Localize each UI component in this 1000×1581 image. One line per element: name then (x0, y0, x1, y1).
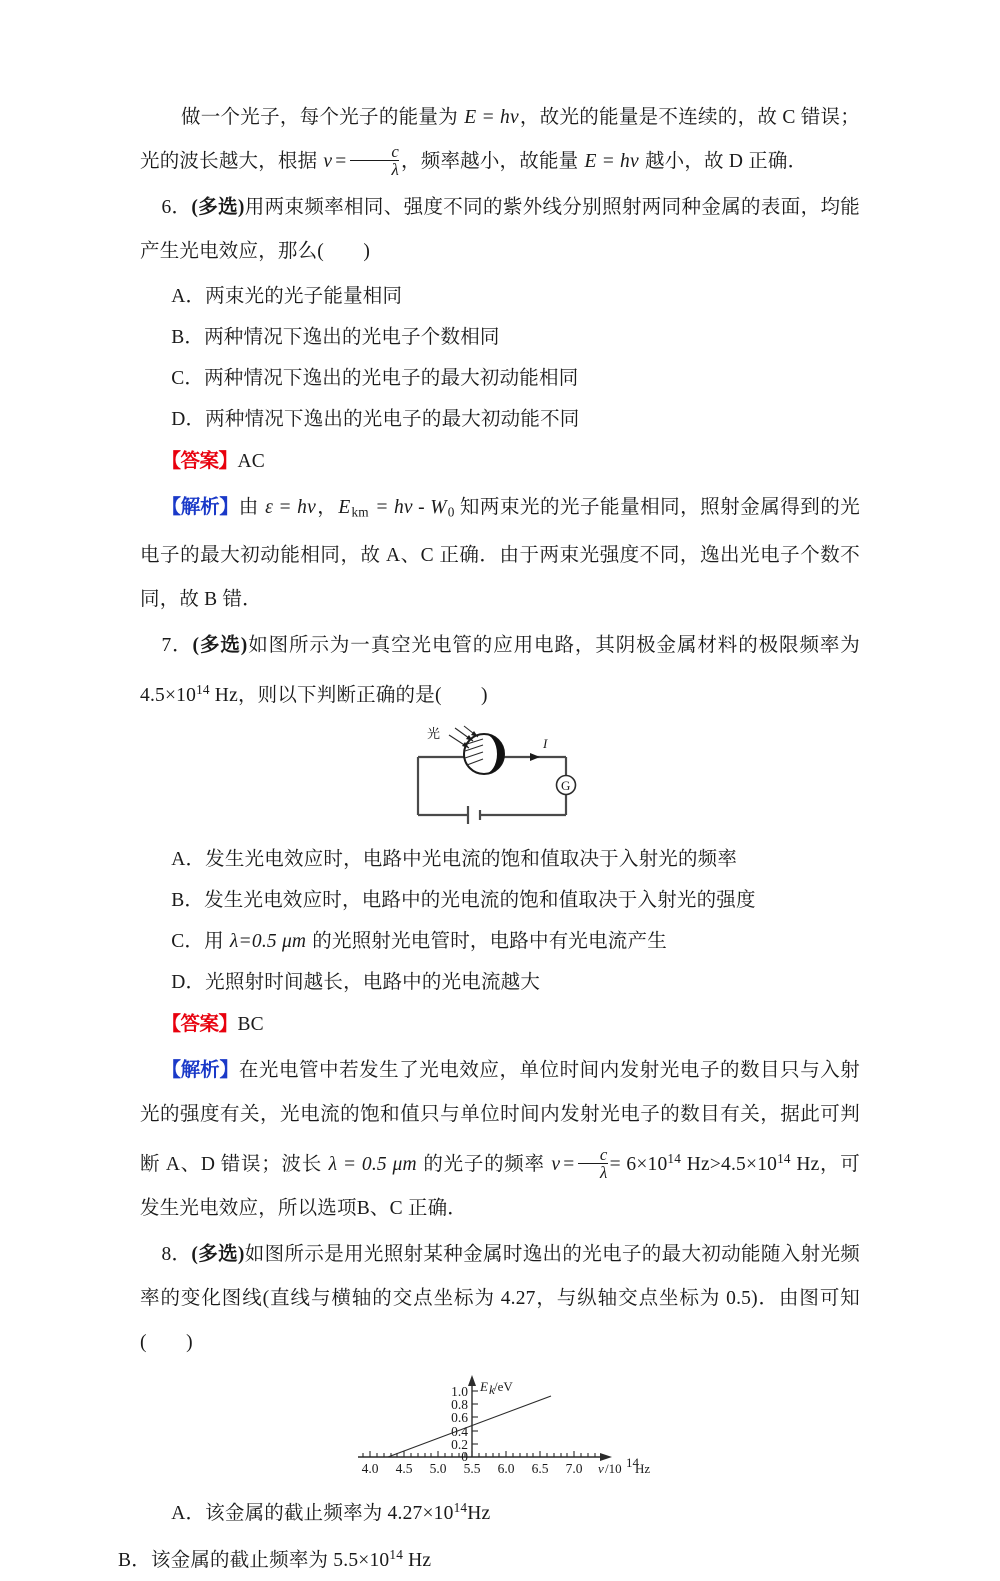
question7-option-c-letter: C． (171, 931, 205, 953)
question7-solution-line2-b: 的光子的频率 (417, 1154, 551, 1176)
question8-option-a-text-pre: 该金属的截止频率为 4.27×10 (205, 1502, 454, 1524)
graph-y-tick-4: 0.2 (451, 1437, 468, 1453)
question6-solution-post: 知两束光的光子能量相同，照射金属得到的光电子的最大初动能相同，故 A、C 正确．由于两束光强度不同，逸出光电子个数不同，故 B 错． (140, 497, 860, 611)
graph-y-axis-label (479, 1379, 513, 1397)
fraction-denominator: λ (350, 160, 399, 178)
question6-number: 6． (161, 197, 192, 218)
graph-x-tick-3: 5.5 (463, 1461, 481, 1477)
graph-y-tick-1: 0.8 (451, 1397, 468, 1413)
solution-label: 【解析】 (161, 1060, 239, 1082)
battery-icon (468, 806, 480, 824)
question8-option-b-letter: B． (118, 1549, 151, 1571)
math-w0-sub: 0 (447, 504, 455, 520)
question8-option-b (118, 1534, 860, 1581)
question6-option-d (140, 399, 860, 440)
question6-option-b-text: B．两种情况下逸出的光电子个数相同 (171, 327, 500, 348)
question8-option-a-text-post: Hz (467, 1502, 491, 1524)
question7-option-d (140, 962, 860, 1003)
graph-x-tick-1: 4.5 (395, 1461, 413, 1477)
graph-y-ticks (472, 1391, 478, 1444)
graph-x-tick-4: 6.0 (497, 1461, 515, 1477)
question6-multi-tag: (多选) (191, 197, 245, 218)
graph-data-line (388, 1396, 551, 1457)
question8-number: 8． (161, 1244, 192, 1266)
continued-text-c: 越大，根据 (218, 151, 323, 172)
question7-solution-value1: = 6×10 (609, 1154, 668, 1176)
question7-option-b (140, 880, 860, 921)
question7-solution-value3: Hz，可发生光电效应，所以选项 (140, 1154, 860, 1220)
fraction-c-over-lambda-2 (576, 1146, 609, 1181)
graph-y-axis-label-base: E (480, 1379, 488, 1395)
question7-option-c (140, 921, 860, 962)
question7-stem-b: Hz，则以下判断正确的是( ) (209, 685, 488, 707)
math-ekm-base: E (338, 497, 351, 518)
question7-stem-exponent: 14 (196, 682, 210, 698)
graph-x-tick-6: 7.0 (565, 1461, 583, 1477)
question7-option-c-text-pre: 用 (204, 931, 229, 953)
question7-solution-exp1: 14 (667, 1151, 682, 1167)
photoelectric-tube-circuit-diagram (370, 724, 630, 829)
question6-option-c (140, 358, 860, 399)
math-nu-symbol: ν (551, 1154, 561, 1176)
question8-option-b-text-post: Hz (403, 1549, 432, 1571)
question7-option-c-math: λ=0.5 μm (229, 931, 307, 953)
question7-answer-value: BC (237, 1014, 264, 1036)
current-label: I (543, 736, 548, 752)
math-e-hv-2: E = hν (584, 151, 639, 172)
question7-solution-line1: 在光电管中若发生了光电效应，单位时间内发射光电子的数目只与入射光的强度有关，光电流的饱和值只与单位时间内发射光电子的数目有关，据此可判断 A、D 错误； (140, 1060, 860, 1176)
fraction-c-over-lambda (348, 143, 401, 178)
question7-answer (140, 1003, 860, 1047)
current-direction-arrow-icon (530, 753, 540, 761)
question7-option-a-letter: A． (171, 849, 206, 871)
math-lambda-value: λ = 0.5 μm (328, 1154, 417, 1176)
question7-option-c-text-post: 的光照射光电管时，电路中有光电流产生 (307, 931, 667, 953)
question8-option-a-letter: A． (171, 1502, 206, 1524)
graph-x-axis-label-unit: /10 (605, 1461, 622, 1477)
graph-y-axis-arrow-icon (468, 1375, 476, 1386)
question7-stem (140, 624, 860, 718)
fraction-denominator: λ (578, 1163, 607, 1181)
continued-text-d: ，频率越小，故能量 (401, 151, 584, 172)
graph-x-axis-label-var: ν (598, 1461, 604, 1477)
question6-option-a (140, 276, 860, 317)
question8-figure-wrapper (140, 1369, 860, 1481)
page-content (118, 96, 860, 1581)
question7-solution-line2-a: 波长 (281, 1154, 328, 1176)
question6-option-c-text: C．两种情况下逸出的光电子的最大初动能相同 (171, 368, 579, 389)
math-e-hv-1: E = hν (464, 107, 519, 128)
kinetic-energy-vs-frequency-graph (350, 1369, 650, 1481)
math-epsilon-hv: ε = hν (265, 497, 316, 518)
math-equals: = (335, 151, 347, 172)
continued-text-a: 做一个光子，每个光子的能量为 (180, 107, 464, 128)
question6-option-d-text: D．两种情况下逸出的光电子的最大初动能不同 (171, 409, 580, 430)
graph-y-tick-5: 0 (461, 1449, 468, 1465)
question6-stem (140, 186, 860, 274)
question7-stem-a: 如图所示为一真空光电管的应用电路，其阴极金属材料的极限频率为 4.5×10 (140, 635, 860, 707)
question7-number: 7． (161, 635, 193, 657)
question8-option-a-exp: 14 (453, 1500, 468, 1516)
graph-x-tick-5: 6.5 (531, 1461, 549, 1477)
question8-option-b-text-pre: 该金属的截止频率为 5.5×10 (150, 1549, 390, 1571)
question8-option-a (140, 1487, 860, 1534)
question7-solution-line3: B、C 正确． (356, 1198, 467, 1220)
graph-y-axis-label-sub: k (489, 1382, 495, 1398)
math-ekm-rest: = hν - W (369, 497, 447, 518)
continued-text-e: 越小，故 D 正确． (639, 151, 808, 172)
question7-multi-tag: (多选) (192, 635, 248, 657)
question7-option-b-text: 发生光电效应时，电路中的光电流的饱和值取决于入射光的强度 (204, 890, 756, 912)
graph-x-tick-2: 5.0 (429, 1461, 447, 1477)
fraction-numerator: c (391, 141, 400, 161)
graph-x-axis-label-exp: 14 (626, 1455, 639, 1471)
question6-option-b (140, 317, 860, 358)
question8-stem-text: 如图所示是用光照射某种金属时逸出的光电子的最大初动能随入射光频率的变化图线(直线与横轴的交点坐标为 4.27，与纵轴交点坐标为 0.5)．由图可知( ) (140, 1244, 860, 1354)
question7-solution-exp2: 14 (777, 1151, 791, 1167)
question8-option-b-exp: 14 (389, 1546, 404, 1562)
math-ekm-sub: km (351, 504, 369, 520)
graph-y-tick-3: 0.4 (451, 1424, 468, 1440)
question6-option-a-text: A．两束光的光子能量相同 (171, 286, 403, 307)
question6-answer-value: AC (237, 451, 265, 472)
question8-multi-tag: (多选) (191, 1244, 245, 1266)
question7-option-b-letter: B． (171, 890, 205, 912)
answer-label: 【答案】 (161, 451, 238, 472)
question6-stem-text: 用两束频率相同、强度不同的紫外线分别照射两同种金属的表面，均能产生光电效应，那么( ) (140, 197, 860, 262)
galvanometer-label: G (561, 778, 571, 794)
graph-x-tick-0: 4.0 (361, 1461, 379, 1477)
question6-answer (140, 440, 860, 484)
question7-solution-value2: Hz>4.5×10 (681, 1154, 778, 1176)
question7-option-a-text: 发生光电效应时，电路中光电流的饱和值取决于入射光的频率 (205, 849, 738, 871)
question7-option-d-letter: D． (171, 972, 206, 994)
graph-y-axis-label-unit: /eV (494, 1379, 513, 1395)
graph-y-tick-0: 1.0 (451, 1384, 468, 1400)
math-nu-var: ν (323, 151, 333, 172)
question7-option-d-text: 光照射时间越长，电路中的光电流越大 (205, 972, 541, 994)
question6-solution-mid: ， (316, 497, 338, 518)
fraction-numerator: c (599, 1145, 608, 1165)
graph-x-axis-arrow-icon (600, 1453, 612, 1461)
question6-solution (140, 486, 860, 622)
question6-solution-pre: 由 (238, 497, 265, 518)
light-label: 光 (427, 727, 441, 743)
answer-label: 【答案】 (161, 1014, 238, 1036)
question8-stem (140, 1233, 860, 1365)
question7-figure-wrapper (140, 724, 860, 829)
solution-label: 【解析】 (161, 497, 239, 518)
graph-y-tick-2: 0.6 (451, 1410, 468, 1426)
continued-text-b: ，故光的能量是不连续的，故 C 错误；光的波长 (140, 107, 860, 172)
question7-option-a (140, 839, 860, 880)
continued-paragraph (140, 96, 860, 184)
graph-x-axis-label-tail: Hz (635, 1461, 650, 1477)
question7-solution: 【解析】在光电管中若发生了光电效应，单位时间内发射光电子的数目只与入射光的强度有关，光电流的饱和值只与单位时间内发射光电子的数目有关，据此可判断 A、D 错误；波长 λ = 0.5 μm 的光子的频率 ν = $\frac{c}{\lambda}$ = $6\times 10^{14}$ $Hz>4.5\times 10^{14}$ Hz，可发生光电效应，所以选项B、C 正确． (140, 1060, 860, 1220)
